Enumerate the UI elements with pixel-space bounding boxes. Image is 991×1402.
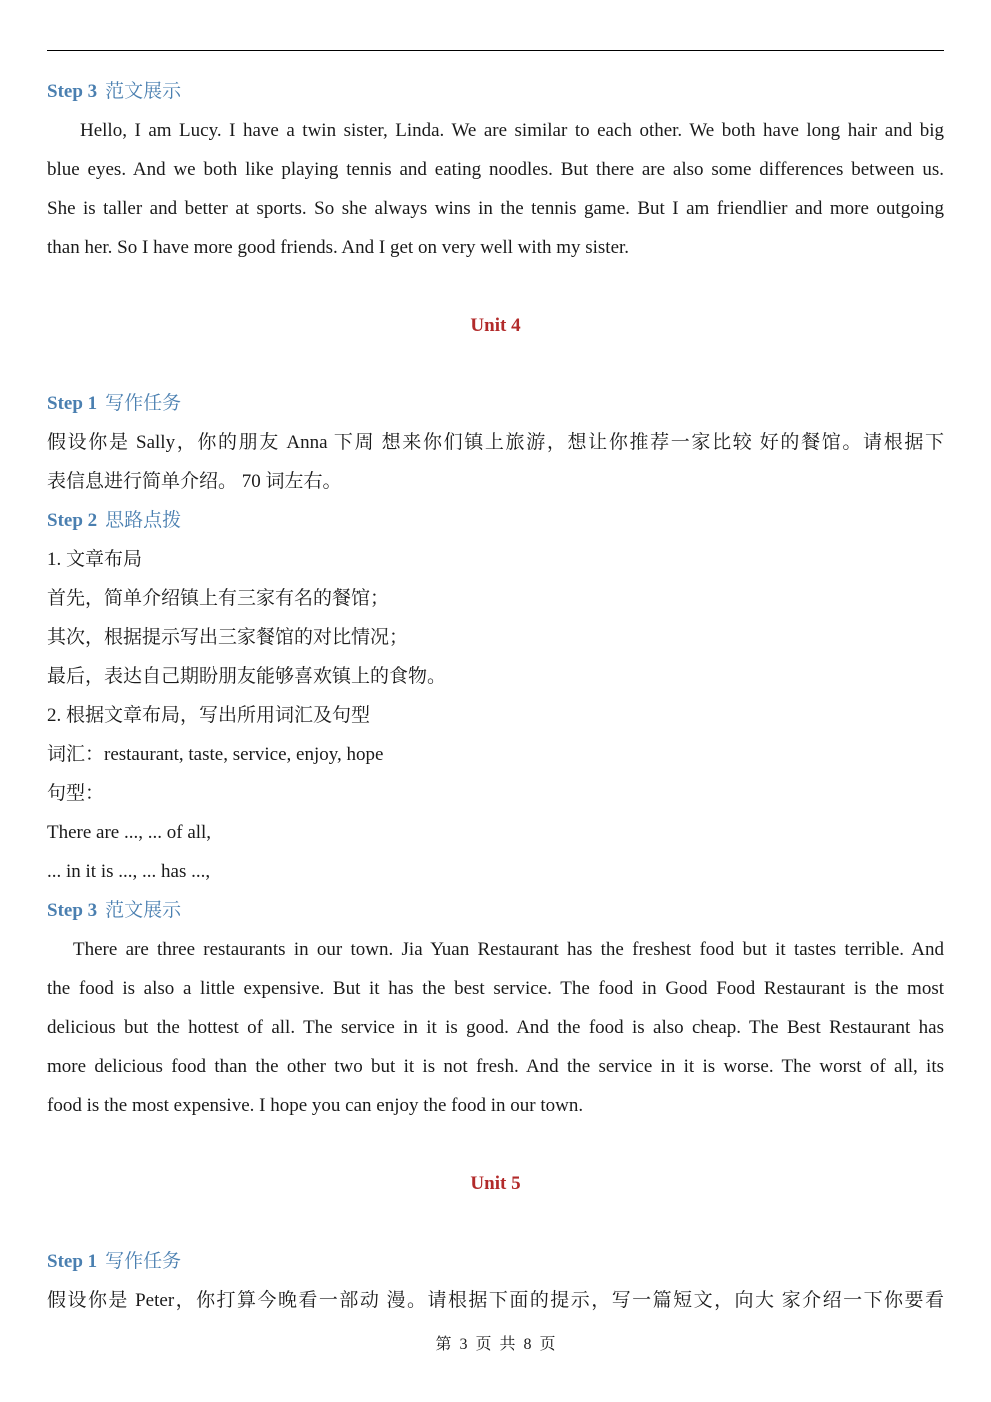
header-rule [47,50,944,51]
unit-4-heading: Unit 4 [470,315,521,336]
model-essay-line: delicious but the hottest of all. The service in it is good. And the food is also cheap. The Best Restaurant has [47,1017,944,1038]
model-essay-line: She is taller and better at sports. So she always wins in the tennis game. But I am friendlier and more outgoing [47,198,944,219]
step-3-heading: Step 3 范文展示 [47,81,182,102]
task-line: 假设你是 Peter，你打算今晚看一部动 漫。请根据下面的提示，写一篇短文，向大 家介绍一下你要看 [47,1290,944,1311]
model-essay-line: more delicious food than the other two but it is not fresh. And the service in it is worse. The worst of all, its [47,1056,944,1077]
task-line: 表信息进行简单介绍。 70 词左右。 [47,471,342,492]
model-essay-line: blue eyes. And we both like playing tennis and eating noodles. But there are also some differences between us. [47,159,944,180]
hint-line: 首先，简单介绍镇上有三家有名的餐馆； [47,588,390,609]
model-essay-line: food is the most expensive. I hope you can enjoy the food in our town. [47,1095,584,1116]
vocab-line: 词汇：restaurant, taste, service, enjoy, hope [47,744,384,765]
hint-line: 2. 根据文章布局，写出所用词汇及句型 [47,705,371,726]
page-footer: 第 3 页 共 8 页 [435,1336,556,1353]
sentence-pattern: ... in it is ..., ... has ..., [47,861,211,882]
hint-line: 最后，表达自己期盼朋友能够喜欢镇上的食物。 [47,666,447,687]
step-1-heading: Step 1 写作任务 [47,393,182,414]
step-2-heading: Step 2 思路点拨 [47,510,182,531]
task-line: 假设你是 Sally，你的朋友 Anna 下周 想来你们镇上旅游，想让你推荐一家比较 好的餐馆。请根据下 [47,432,944,453]
model-essay-line: than her. So I have more good friends. And I get on very well with my sister. [47,237,630,258]
step-3-heading: Step 3 范文展示 [47,900,182,921]
model-essay-line: Hello, I am Lucy. I have a twin sister, Linda. We are similar to each other. We both have long hair and big [80,120,944,141]
sentence-label: 句型： [47,783,105,804]
hint-line: 其次，根据提示写出三家餐馆的对比情况； [47,627,409,648]
unit-5-heading: Unit 5 [470,1173,521,1194]
model-essay-line: the food is also a little expensive. But it has the best service. The food in Good Food Restaurant is the most [47,978,944,999]
hint-line: 1. 文章布局 [47,549,143,570]
model-essay-line: There are three restaurants in our town. Jia Yuan Restaurant has the freshest food but it tastes terrible. And [73,939,944,960]
sentence-pattern: There are ..., ... of all, [47,822,212,843]
step-1-heading: Step 1 写作任务 [47,1251,182,1272]
